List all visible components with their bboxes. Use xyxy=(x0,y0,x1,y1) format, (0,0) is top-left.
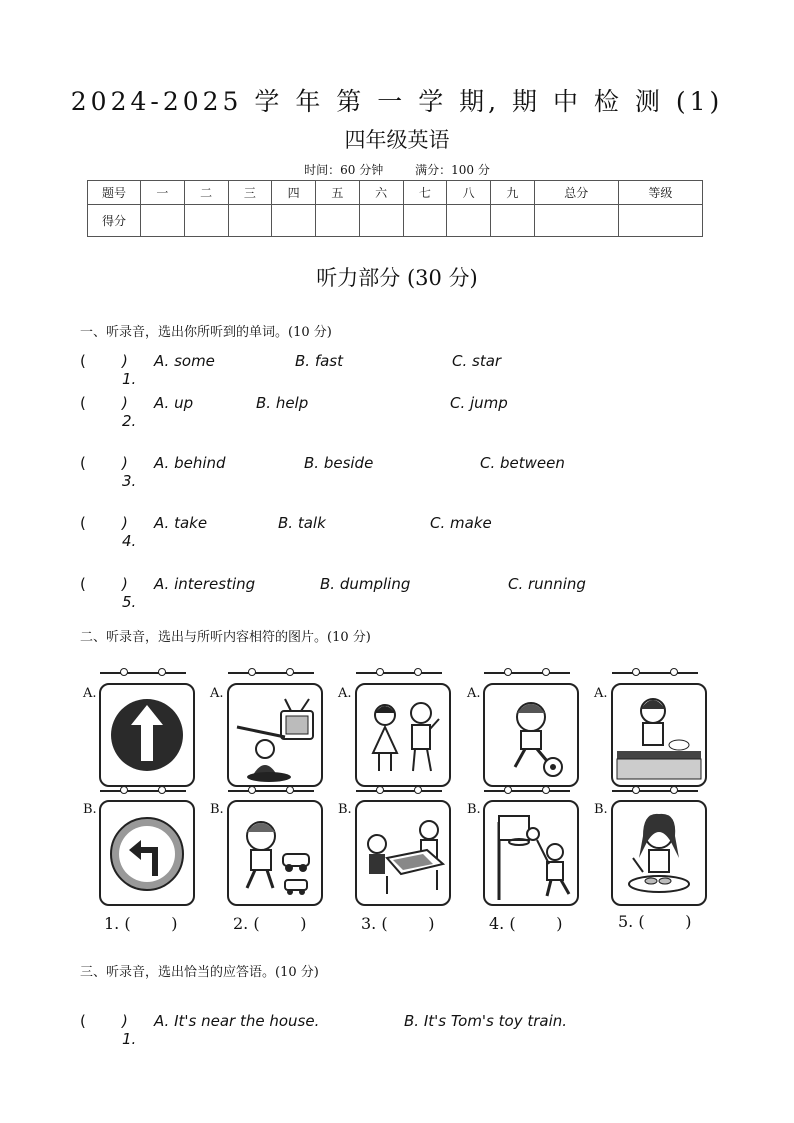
score-input-cell[interactable] xyxy=(403,205,447,237)
option-c: C. between xyxy=(480,454,565,472)
label-a: A. xyxy=(594,686,608,701)
picture-4b[interactable] xyxy=(483,800,579,906)
picture-2a[interactable] xyxy=(227,683,323,787)
score-input-cell[interactable] xyxy=(447,205,491,237)
question-number: ) 3. xyxy=(122,454,137,490)
option-b: B. help xyxy=(256,394,309,412)
straight-arrow-sign-icon xyxy=(101,685,193,785)
hanger-rail xyxy=(228,790,314,792)
hanger-rail xyxy=(484,790,570,792)
score-cell: 一 xyxy=(141,181,185,205)
hanger-rail xyxy=(228,672,314,674)
answer-blank[interactable]: ( xyxy=(80,1012,120,1030)
hanger-peg xyxy=(542,786,550,794)
label-a: A. xyxy=(210,686,224,701)
hanger-peg xyxy=(504,786,512,794)
score-cell: 四 xyxy=(272,181,316,205)
option-c: C. make xyxy=(430,514,492,532)
hanger-rail xyxy=(612,672,698,674)
hanger-peg xyxy=(376,668,384,676)
score-row-label: 得分 xyxy=(88,205,141,237)
option-a: A. up xyxy=(154,394,194,412)
picture-2b[interactable] xyxy=(227,800,323,906)
exam-title: 2024-2025 学 年 第 一 学 期, 期 中 检 测 (1) xyxy=(70,87,724,116)
option-b: B. talk xyxy=(278,514,326,532)
score-table xyxy=(87,180,703,237)
part3-heading: 三、听录音，选出恰当的应答语。(10 分) xyxy=(80,965,319,980)
hanger-peg xyxy=(376,786,384,794)
hanger-peg xyxy=(158,786,166,794)
score-cell: 五 xyxy=(316,181,360,205)
question-number: ) 4. xyxy=(122,514,137,550)
hanger-peg xyxy=(120,668,128,676)
score-input-cell[interactable] xyxy=(272,205,316,237)
turn-left-sign-icon xyxy=(101,802,193,904)
question-number: ) 1. xyxy=(122,352,137,388)
score-cell: 题号 xyxy=(88,181,141,205)
label-a: A. xyxy=(83,686,97,701)
option-a: A. interesting xyxy=(154,575,256,593)
score-cell: 八 xyxy=(447,181,491,205)
children-playing-chess-icon xyxy=(357,802,449,904)
answer-slot-4[interactable]: 4. ( ) xyxy=(489,914,563,933)
score-input-cell[interactable] xyxy=(534,205,618,237)
score-cell: 九 xyxy=(491,181,535,205)
hanger-peg xyxy=(248,786,256,794)
score-input-cell[interactable] xyxy=(618,205,702,237)
hanger-peg xyxy=(414,786,422,794)
hanger-peg xyxy=(632,668,640,676)
score-cell: 七 xyxy=(403,181,447,205)
exam-time: 时间：60 分钟 xyxy=(304,163,384,177)
hanger-peg xyxy=(670,668,678,676)
hanger-rail xyxy=(100,672,186,674)
label-b: B. xyxy=(83,802,97,817)
label-b: B. xyxy=(467,802,481,817)
option-a: A. behind xyxy=(154,454,226,472)
hanger-peg xyxy=(670,786,678,794)
option-b: B. beside xyxy=(304,454,374,472)
answer-blank[interactable]: ( xyxy=(80,454,120,472)
picture-1a[interactable] xyxy=(99,683,195,787)
hanger-rail xyxy=(484,672,570,674)
girl-and-boy-singing-icon xyxy=(357,685,449,785)
hanger-peg xyxy=(414,668,422,676)
picture-4a[interactable] xyxy=(483,683,579,787)
picture-5b[interactable] xyxy=(611,800,707,906)
hanger-peg xyxy=(286,668,294,676)
answer-slot-5[interactable]: 5. ( ) xyxy=(618,912,692,931)
option-c: C. running xyxy=(508,575,586,593)
hanger-peg xyxy=(158,668,166,676)
score-input-cell[interactable] xyxy=(316,205,360,237)
part2-heading: 二、听录音，选出与所听内容相符的图片。(10 分) xyxy=(80,630,371,645)
boy-with-tv-icon xyxy=(229,685,321,785)
option-a: A. some xyxy=(154,352,215,370)
hanger-peg xyxy=(120,786,128,794)
question-number: ) 2. xyxy=(122,394,137,430)
answer-blank[interactable]: ( xyxy=(80,575,120,593)
picture-3b[interactable] xyxy=(355,800,451,906)
score-input-cell[interactable] xyxy=(141,205,185,237)
woman-cooking-icon xyxy=(613,685,705,785)
option-c: C. star xyxy=(452,352,502,370)
boy-playing-football-icon xyxy=(485,685,577,785)
option-b: B. It's Tom's toy train. xyxy=(404,1012,568,1030)
label-b: B. xyxy=(338,802,352,817)
label-b: B. xyxy=(594,802,608,817)
part1-heading: 一、听录音，选出你所听到的单词。(10 分) xyxy=(80,325,332,340)
hanger-rail xyxy=(100,790,186,792)
option-a: A. take xyxy=(154,514,208,532)
hanger-peg xyxy=(248,668,256,676)
girl-eating-dumplings-icon xyxy=(613,802,705,904)
score-cell: 二 xyxy=(184,181,228,205)
answer-blank[interactable]: ( xyxy=(80,352,120,370)
answer-blank[interactable]: ( xyxy=(80,514,120,532)
option-b: B. fast xyxy=(295,352,343,370)
exam-full-score: 满分：100 分 xyxy=(415,163,490,177)
label-a: A. xyxy=(467,686,481,701)
hanger-rail xyxy=(356,672,442,674)
hanger-peg xyxy=(504,668,512,676)
exam-subtitle: 四年级英语 xyxy=(344,128,450,152)
option-b: B. dumpling xyxy=(320,575,411,593)
score-cell: 等级 xyxy=(618,181,702,205)
answer-slot-1[interactable]: 1. ( ) xyxy=(104,914,178,933)
score-input-cell[interactable] xyxy=(184,205,228,237)
hanger-rail xyxy=(356,790,442,792)
option-c: C. jump xyxy=(450,394,508,412)
score-cell: 总分 xyxy=(534,181,618,205)
question-number: ) 1. xyxy=(122,1012,137,1048)
boy-with-toy-cars-icon xyxy=(229,802,321,904)
score-table-score-row xyxy=(88,205,703,237)
label-a: A. xyxy=(338,686,352,701)
picture-5a[interactable] xyxy=(611,683,707,787)
score-input-cell[interactable] xyxy=(228,205,272,237)
answer-slot-3[interactable]: 3. ( ) xyxy=(361,914,435,933)
hanger-peg xyxy=(632,786,640,794)
score-table-header-row xyxy=(88,181,703,205)
picture-3a[interactable] xyxy=(355,683,451,787)
hanger-rail xyxy=(612,790,698,792)
score-input-cell[interactable] xyxy=(491,205,535,237)
answer-slot-2[interactable]: 2. ( ) xyxy=(233,914,307,933)
label-b: B. xyxy=(210,802,224,817)
option-a: A. It's near the house. xyxy=(154,1012,320,1030)
question-number: ) 5. xyxy=(122,575,137,611)
answer-blank[interactable]: ( xyxy=(80,394,120,412)
exam-meta xyxy=(0,161,794,178)
picture-1b[interactable] xyxy=(99,800,195,906)
score-cell: 六 xyxy=(359,181,403,205)
hanger-peg xyxy=(286,786,294,794)
score-input-cell[interactable] xyxy=(359,205,403,237)
hanger-peg xyxy=(542,668,550,676)
listening-section-title: 听力部分 (30 分) xyxy=(316,266,478,290)
boy-playing-basketball-icon xyxy=(485,802,577,904)
score-cell: 三 xyxy=(228,181,272,205)
